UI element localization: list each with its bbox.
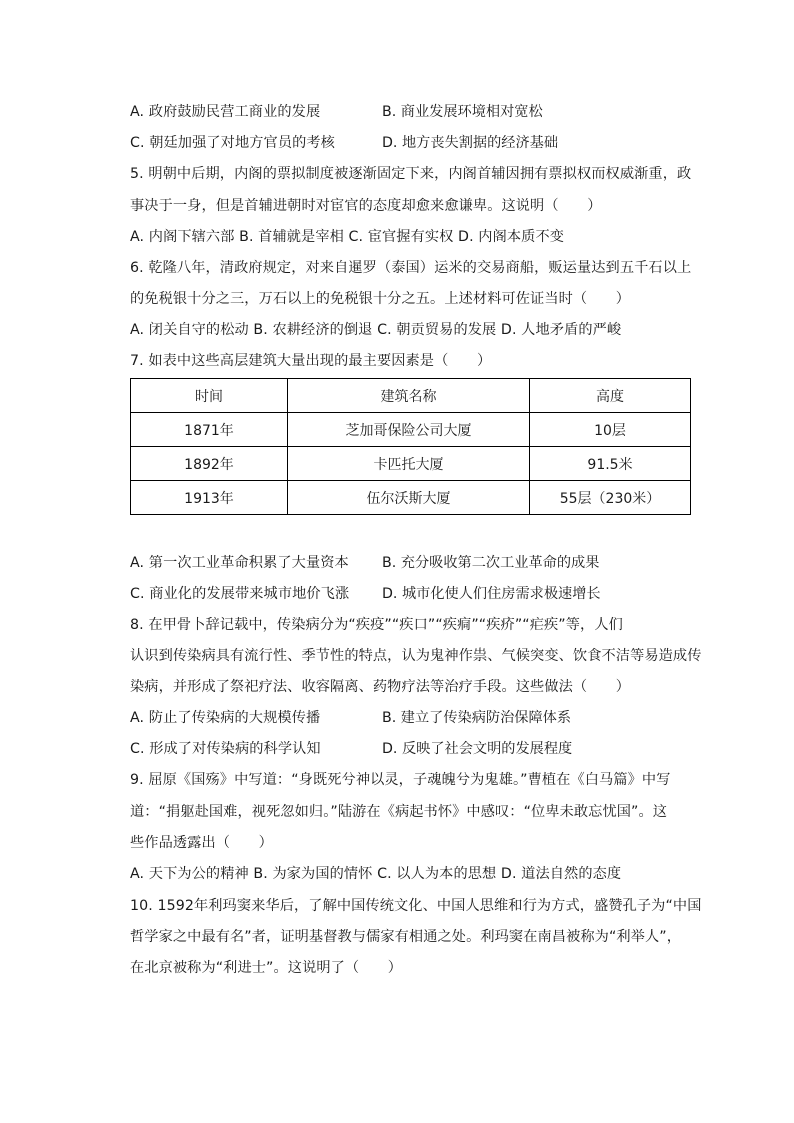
q8-stem-line-3: 染病，并形成了祭祀疗法、收容隔离、药物疗法等治疗手段。这些做法（ ） <box>130 679 631 695</box>
table-header-building: 建筑名称 <box>287 379 529 413</box>
table-header-height: 高度 <box>530 379 691 413</box>
table-row <box>131 413 691 447</box>
q5-stem-line-2: 事决于一身，但是首辅进朝时对宦官的态度却愈来愈谦卑。这说明（ ） <box>130 198 602 214</box>
q9-stem-line-2: 道：“捐躯赴国难，视死忽如归。”陆游在《病起书怀》中感叹：“位卑未敢忘忧国”。这 <box>130 804 668 820</box>
q9-stem-line-3: 些作品透露出（ ） <box>130 835 273 851</box>
table-cell: 芝加哥保险公司大厦 <box>287 413 529 447</box>
q8-option-a[interactable]: A. 防止了传染病的大规模传播 <box>130 710 321 726</box>
table-cell: 1871年 <box>131 413 288 447</box>
q4-option-d[interactable]: D. 地方丧失割据的经济基础 <box>382 135 559 151</box>
table-header-time: 时间 <box>131 379 288 413</box>
table-cell: 10层 <box>530 413 691 447</box>
q6-stem-line-1: 6. 乾隆八年，清政府规定，对来自暹罗（泰国）运米的交易商船，贩运量达到五千石以上 <box>130 260 692 276</box>
q5-options[interactable]: A. 内阁下辖六部 B. 首辅就是宰相 C. 宦官握有实权 D. 内阁本质不变 <box>130 229 565 245</box>
q8-stem-line-1: 8. 在甲骨卜辞记载中，传染病分为“疾疫”“疾口”“疾痌”“疾疥”“疟疾”等，人们 <box>130 617 623 633</box>
q6-options[interactable]: A. 闭关自守的松动 B. 农耕经济的倒退 C. 朝贡贸易的发展 D. 人地矛盾的严峻 <box>130 322 622 338</box>
q8-stem-line-2: 认识到传染病具有流行性、季节性的特点，认为鬼神作祟、气候突变、饮食不洁等易造成传 <box>130 648 702 664</box>
q7-option-c[interactable]: C. 商业化的发展带来城市地价飞涨 <box>130 586 350 602</box>
q7-stem: 7. 如表中这些高层建筑大量出现的最主要因素是（ ） <box>130 353 492 369</box>
table-row <box>131 481 691 515</box>
table-cell: 1892年 <box>131 447 288 481</box>
q9-options[interactable]: A. 天下为公的精神 B. 为家为国的情怀 C. 以人为本的思想 D. 道法自然的态度 <box>130 866 622 882</box>
q7-option-a[interactable]: A. 第一次工业革命积累了大量资本 <box>130 555 349 571</box>
q4-option-a[interactable]: A. 政府鼓励民营工商业的发展 <box>130 104 321 120</box>
table-cell: 伍尔沃斯大厦 <box>287 481 529 515</box>
q8-option-c[interactable]: C. 形成了对传染病的科学认知 <box>130 741 321 757</box>
table-cell: 55层（230米） <box>530 481 691 515</box>
q7-option-b[interactable]: B. 充分吸收第二次工业革命的成果 <box>382 555 600 571</box>
q5-stem-line-1: 5. 明朝中后期，内阁的票拟制度被逐渐固定下来，内阁首辅因拥有票拟权而权威渐重，政 <box>130 166 692 182</box>
table-cell: 91.5米 <box>530 447 691 481</box>
q9-stem-line-1: 9. 屈原《国殇》中写道：“身既死兮神以灵，子魂魄兮为鬼雄。”曹植在《白马篇》中写 <box>130 772 671 788</box>
q4-option-b[interactable]: B. 商业发展环境相对宽松 <box>382 104 543 120</box>
q7-option-d[interactable]: D. 城市化使人们住房需求极速增长 <box>382 586 601 602</box>
table-row <box>131 447 691 481</box>
table-cell: 卡匹托大厦 <box>287 447 529 481</box>
q6-stem-line-2: 的免税银十分之三，万石以上的免税银十分之五。上述材料可佐证当时（ ） <box>130 291 631 307</box>
table-cell: 1913年 <box>131 481 288 515</box>
q8-option-b[interactable]: B. 建立了传染病防治保障体系 <box>382 710 572 726</box>
table-header-row <box>131 379 691 413</box>
q8-option-d[interactable]: D. 反映了社会文明的发展程度 <box>382 741 573 757</box>
q10-stem-line-2: 哲学家之中最有名”者，证明基督教与儒家有相通之处。利玛窦在南昌被称为“利举人”， <box>130 929 681 945</box>
q10-stem-line-3: 在北京被称为“利进士”。这说明了（ ） <box>130 960 403 976</box>
q4-option-c[interactable]: C. 朝廷加强了对地方官员的考核 <box>130 135 335 151</box>
q7-building-table <box>130 378 691 515</box>
q10-stem-line-1: 10. 1592年利玛窦来华后，了解中国传统文化、中国人思维和行为方式，盛赞孔子为“中国 <box>130 898 702 914</box>
